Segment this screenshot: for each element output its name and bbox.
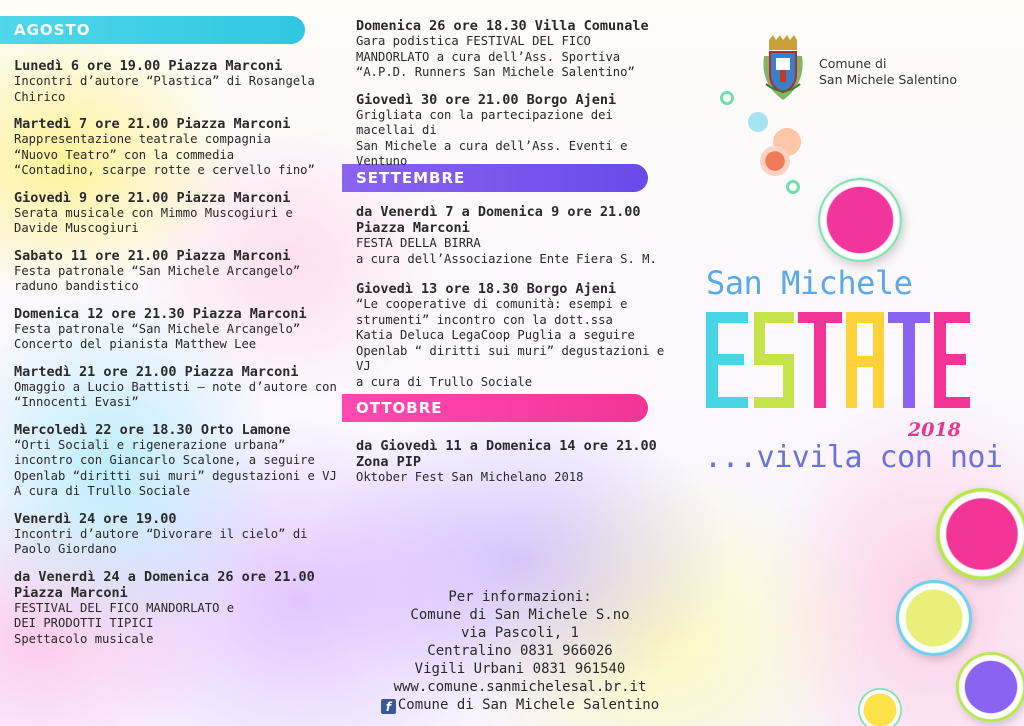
event-item: [14, 306, 344, 353]
municipal-crest-icon: [756, 34, 810, 104]
event-heading: Martedì 21 ore 21.00 Piazza Marconi: [14, 363, 299, 380]
month-header-agosto: AGOSTO: [0, 16, 305, 44]
decor-circle: [760, 146, 790, 176]
event-item: [14, 248, 344, 295]
decor-circle: [936, 488, 1024, 580]
event-line: Serata musicale con Mimmo Muscogiuri e: [14, 205, 293, 220]
facebook-icon: f: [381, 699, 396, 714]
settembre-event-list: [356, 204, 666, 401]
event-heading: Sabato 11 ore 21.00 Piazza Marconi: [14, 247, 291, 264]
event-item: [14, 58, 344, 105]
title-tagline: ...vivila con noi: [704, 440, 1003, 475]
agosto-event-list: [14, 58, 344, 658]
event-item: [14, 190, 344, 237]
title-san-michele: San Michele: [706, 264, 913, 302]
decor-circle: [956, 652, 1024, 722]
decor-circle: [858, 688, 902, 726]
event-line: strumenti” incontro con la dott.ssa: [356, 312, 613, 327]
decor-circle: [786, 180, 800, 194]
comune-line2: San Michele Salentino: [819, 72, 957, 87]
event-line: MANDORLATO a cura dell’Ass. Sportiva: [356, 49, 621, 64]
comune-label: [819, 56, 957, 88]
event-line: Rappresentazione teatrale compagnia: [14, 132, 271, 146]
event-line: Davide Muscogiuri: [14, 221, 139, 235]
decor-circle: [748, 112, 768, 132]
website-link[interactable]: www.comune.sanmichelesal.br.it: [393, 679, 647, 695]
event-heading: Lunedì 6 ore 19.00 Piazza Marconi: [14, 58, 283, 74]
event-line: raduno bandistico: [14, 279, 139, 293]
info-line: via Pascoli, 1: [460, 625, 579, 641]
event-heading: Mercoledì 22 ore 18.30 Orto Lamone: [14, 421, 291, 438]
event-line: Grigliata con la partecipazione dei macellai di: [356, 107, 613, 137]
event-line: “Contadino, scarpe rotte e cervello fino”: [14, 163, 315, 177]
event-heading: da Venerdì 24 a Domenica 26 ore 21.00: [14, 568, 315, 585]
event-line: “Innocenti Evasi”: [14, 395, 139, 409]
event-line: DEI PRODOTTI TIPICI: [14, 616, 154, 630]
event-line: a cura dell’Associazione Ente Fiera S. M.: [356, 251, 657, 266]
event-line: “A.P.D. Runners San Michele Salentino”: [356, 65, 635, 79]
event-heading-place: Piazza Marconi: [14, 584, 128, 601]
event-heading: Giovedì 13 ore 18.30 Borgo Ajeni: [356, 281, 617, 297]
event-line: Katia Deluca LegaCoop Puglia a seguire: [356, 328, 635, 342]
event-line: Openlab “diritti sui muri” degustazioni e VJ: [14, 468, 337, 483]
event-line: A cura di Trullo Sociale: [14, 484, 191, 498]
event-line: FESTA DELLA BIRRA: [356, 236, 481, 250]
event-heading: Domenica 12 ore 21.30 Piazza Marconi: [14, 305, 307, 322]
event-heading-place: Piazza Marconi: [356, 220, 470, 236]
event-item: [356, 18, 666, 81]
info-title: Per informazioni:: [448, 589, 592, 605]
ottobre-event-list: [356, 438, 666, 497]
event-heading: Giovedì 30 ore 21.00 Borgo Ajeni: [356, 91, 617, 108]
event-item: [14, 364, 344, 411]
event-line: Concerto del pianista Matthew Lee: [14, 337, 257, 351]
event-heading: Domenica 26 ore 18.30 Villa Comunale: [356, 18, 649, 34]
event-line: Incontri d’autore “Plastica” di Rosangela: [14, 74, 315, 88]
event-item: [14, 569, 344, 648]
event-item: [14, 422, 344, 500]
event-item: [14, 116, 344, 179]
event-line: a cura di Trullo Sociale: [356, 374, 533, 389]
info-line: Comune di San Michele S.no: [410, 607, 630, 623]
decor-circle: [896, 580, 972, 656]
event-line: San Michele a cura dell’Ass. Eventi e Ventuno: [356, 138, 628, 168]
event-line: Chirico: [14, 89, 66, 104]
event-heading: da Giovedì 11 a Domenica 14 ore 21.00: [356, 438, 657, 454]
event-line: Openlab “ diritti sui muri” degustazioni e VJ: [356, 343, 665, 373]
event-line: “Orti Sociali e rigenerazione urbana”: [14, 437, 286, 452]
month-header-ottobre: OTTOBRE: [342, 394, 648, 422]
event-line: Spettacolo musicale: [14, 631, 154, 646]
event-line: Festa patronale “San Michele Arcangelo”: [14, 321, 301, 336]
event-heading: Venerdì 24 ore 19.00: [14, 510, 177, 527]
event-line: Paolo Giordano: [14, 542, 117, 556]
title-year: 2018: [908, 419, 961, 441]
event-item: [356, 438, 666, 486]
info-block: [370, 588, 670, 714]
decor-circle: [720, 91, 734, 105]
event-line: Incontri d’autore “Divorare il cielo” di: [14, 526, 308, 541]
event-item: [356, 204, 666, 267]
event-line: Omaggio a Lucio Battisti – note d’autore con: [14, 379, 337, 394]
event-line: “Nuovo Teatro” con la commedia: [14, 147, 235, 162]
event-item: [356, 92, 666, 170]
event-line: FESTIVAL DEL FICO MANDORLATO e: [14, 600, 235, 615]
event-item: [14, 511, 344, 558]
facebook-link[interactable]: [370, 696, 670, 714]
event-heading-place: Zona PIP: [356, 454, 422, 470]
agosto-continued-list: [356, 18, 666, 181]
month-header-settembre: SETTEMBRE: [342, 164, 648, 192]
event-line: Oktober Fest San Michelano 2018: [356, 470, 584, 484]
facebook-label: Comune di San Michele Salentino: [397, 697, 660, 713]
comune-line1: Comune di: [819, 56, 887, 71]
info-phone: Vigili Urbani 0831 961540: [414, 661, 626, 677]
event-line: Festa patronale “San Michele Arcangelo”: [14, 263, 301, 278]
event-line: “Le cooperative di comunità: esempi e: [356, 297, 628, 311]
event-heading: da Venerdì 7 a Domenica 9 ore 21.00: [356, 204, 641, 220]
event-heading: Giovedì 9 ore 21.00 Piazza Marconi: [14, 189, 291, 206]
event-line: Gara podistica FESTIVAL DEL FICO: [356, 34, 591, 48]
event-item: [356, 281, 666, 390]
estate-logotype: [706, 310, 970, 410]
event-line: incontro con Giancarlo Scalone, a seguire: [14, 453, 315, 467]
event-heading: Martedì 7 ore 21.00 Piazza Marconi: [14, 116, 291, 132]
decor-circle: [818, 178, 902, 262]
info-phone: Centralino 0831 966026: [427, 643, 613, 659]
